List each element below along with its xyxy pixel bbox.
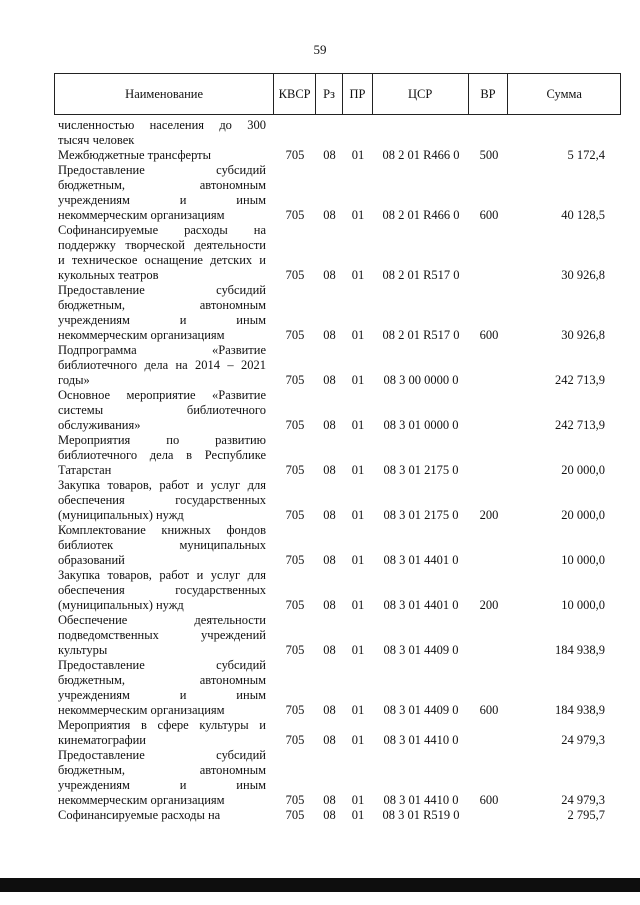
row-vr: 200 — [479, 508, 499, 522]
row-name — [54, 613, 274, 658]
table-row — [54, 748, 621, 808]
row-name-line: кинематографии — [58, 733, 147, 747]
row-name-line: обеспечения государственных — [58, 583, 266, 597]
row-sum: 184 938,9 — [555, 643, 605, 657]
row-rz: 08 — [323, 703, 336, 717]
row-csr: 08 3 01 4410 0 — [383, 733, 459, 747]
row-vr: 600 — [479, 208, 499, 222]
row-name-line: кукольных театров — [58, 268, 159, 282]
row-name-line: некоммерческим организациям — [58, 793, 225, 807]
row-name-line: тысяч человек — [58, 133, 135, 147]
row-rz: 08 — [323, 793, 336, 807]
header-rz: Рз — [316, 74, 343, 114]
row-pr: 01 — [351, 733, 365, 747]
row-name-line: Предоставление субсидий — [58, 748, 266, 762]
row-name-line: Предоставление субсидий — [58, 283, 266, 297]
row-kvsr: 705 — [285, 808, 305, 822]
row-name-line: и техническое оснащение детских и — [58, 253, 266, 267]
row-kvsr: 705 — [285, 148, 305, 162]
row-kvsr: 705 — [285, 418, 305, 432]
row-csr: 08 2 01 R466 0 — [382, 208, 460, 222]
row-name-line: библиотечного дела в Республике — [58, 448, 266, 462]
row-sum: 10 000,0 — [561, 598, 605, 612]
table-row — [54, 118, 621, 148]
row-pr: 01 — [351, 508, 365, 522]
row-rz: 08 — [323, 328, 336, 342]
row-name-line: системы библиотечного — [58, 403, 266, 417]
row-pr: 01 — [351, 793, 365, 807]
row-kvsr: 705 — [285, 208, 305, 222]
row-name-line: (муниципальных) нужд — [58, 598, 184, 612]
row-kvsr: 705 — [285, 643, 305, 657]
table-row — [54, 718, 621, 748]
table-header — [54, 73, 621, 115]
row-name — [54, 163, 274, 223]
table-row — [54, 433, 621, 478]
row-name-line: учреждениям и иным — [58, 778, 266, 792]
row-name-line: некоммерческим организациям — [58, 328, 225, 342]
header-pr: ПР — [343, 74, 373, 114]
row-rz: 08 — [323, 463, 336, 477]
row-name-line: бюджетным, автономным — [58, 763, 266, 777]
row-name — [54, 118, 274, 148]
row-name — [54, 808, 274, 823]
table-row — [54, 658, 621, 718]
table-row — [54, 613, 621, 658]
row-csr: 08 2 01 R517 0 — [382, 328, 460, 342]
row-name — [54, 568, 274, 613]
row-csr: 08 2 01 R466 0 — [382, 148, 460, 162]
row-sum: 30 926,8 — [561, 268, 605, 282]
row-name-line: подведомственных учреждений — [58, 628, 266, 642]
row-pr: 01 — [351, 328, 365, 342]
row-csr: 08 3 01 4409 0 — [383, 703, 459, 717]
row-sum: 20 000,0 — [561, 508, 605, 522]
row-rz: 08 — [323, 148, 336, 162]
table-row — [54, 343, 621, 388]
row-name-line: поддержку творческой деятельности — [58, 238, 266, 252]
row-name — [54, 343, 274, 388]
row-kvsr: 705 — [285, 463, 305, 477]
table-body — [54, 118, 621, 823]
row-name-line: культуры — [58, 643, 108, 657]
row-sum: 184 938,9 — [555, 703, 605, 717]
row-name — [54, 148, 274, 163]
row-name-line: некоммерческим организациям — [58, 703, 225, 717]
page-number: 59 — [313, 42, 327, 57]
row-sum: 242 713,9 — [555, 418, 605, 432]
row-kvsr: 705 — [285, 553, 305, 567]
header-name: Наименование — [55, 74, 274, 114]
row-name-line: Межбюджетные трансферты — [58, 148, 212, 162]
scan-edge-bar — [0, 878, 640, 892]
row-pr: 01 — [351, 373, 365, 387]
row-kvsr: 705 — [285, 268, 305, 282]
row-name-line: Софинансируемые расходы на — [58, 808, 221, 822]
row-rz: 08 — [323, 553, 336, 567]
row-csr: 08 2 01 R517 0 — [382, 268, 460, 282]
row-kvsr: 705 — [285, 373, 305, 387]
row-pr: 01 — [351, 643, 365, 657]
row-vr: 200 — [479, 598, 499, 612]
table-row — [54, 568, 621, 613]
row-name-line: численностью населения до 300 — [58, 118, 266, 132]
row-name-line: обслуживания» — [58, 418, 141, 432]
row-name-line: Мероприятия в сфере культуры и — [58, 718, 266, 732]
row-name-line: Подпрограмма «Развитие — [58, 343, 266, 357]
row-name — [54, 748, 274, 808]
table-row — [54, 523, 621, 568]
row-vr: 600 — [479, 793, 499, 807]
row-vr: 500 — [479, 148, 499, 162]
row-name — [54, 388, 274, 433]
header-csr: ЦСР — [373, 74, 469, 114]
table-row — [54, 478, 621, 523]
row-pr: 01 — [351, 148, 365, 162]
row-sum: 20 000,0 — [561, 463, 605, 477]
row-csr: 08 3 01 0000 0 — [383, 418, 459, 432]
row-name-line: образований — [58, 553, 125, 567]
row-name — [54, 223, 274, 283]
row-name-line: некоммерческим организациям — [58, 208, 225, 222]
row-name-line: библиотечного дела на 2014 – 2021 — [58, 358, 266, 372]
row-vr: 600 — [479, 328, 499, 342]
row-sum: 2 795,7 — [567, 808, 605, 822]
table-row — [54, 283, 621, 343]
row-kvsr: 705 — [285, 703, 305, 717]
header-sum: Сумма — [546, 86, 582, 101]
row-pr: 01 — [351, 463, 365, 477]
row-sum: 242 713,9 — [555, 373, 605, 387]
row-pr: 01 — [351, 268, 365, 282]
row-sum: 10 000,0 — [561, 553, 605, 567]
row-sum: 40 128,5 — [561, 208, 605, 222]
row-name-line: бюджетным, автономным — [58, 178, 266, 192]
row-csr: 08 3 01 4410 0 — [383, 793, 459, 807]
header-kvsr: КВСР — [274, 74, 316, 114]
row-kvsr: 705 — [285, 508, 305, 522]
row-name — [54, 718, 274, 748]
row-pr: 01 — [351, 553, 365, 567]
row-name-line: Софинансируемые расходы на — [58, 223, 266, 237]
row-csr: 08 3 01 4409 0 — [383, 643, 459, 657]
row-csr: 08 3 01 2175 0 — [383, 508, 459, 522]
row-name-line: бюджетным, автономным — [58, 673, 266, 687]
header-vr: ВР — [469, 74, 509, 114]
row-name — [54, 478, 274, 523]
row-rz: 08 — [323, 508, 336, 522]
row-name-line: (муниципальных) нужд — [58, 508, 184, 522]
row-sum: 24 979,3 — [561, 793, 605, 807]
row-name — [54, 658, 274, 718]
row-sum: 30 926,8 — [561, 328, 605, 342]
row-rz: 08 — [323, 808, 336, 822]
row-kvsr: 705 — [285, 598, 305, 612]
row-rz: 08 — [323, 268, 336, 282]
row-rz: 08 — [323, 643, 336, 657]
row-pr: 01 — [351, 808, 365, 822]
row-name-line: Предоставление субсидий — [58, 163, 266, 177]
row-rz: 08 — [323, 208, 336, 222]
row-name-line: годы» — [58, 373, 90, 387]
row-sum: 5 172,4 — [567, 148, 605, 162]
row-name — [54, 523, 274, 568]
row-pr: 01 — [351, 208, 365, 222]
table-row — [54, 808, 621, 823]
row-name-line: Обеспечение деятельности — [58, 613, 266, 627]
table-row — [54, 148, 621, 163]
row-name-line: обеспечения государственных — [58, 493, 266, 507]
row-kvsr: 705 — [285, 793, 305, 807]
row-name — [54, 433, 274, 478]
row-name-line: Закупка товаров, работ и услуг для — [58, 568, 266, 582]
row-name-line: учреждениям и иным — [58, 313, 266, 327]
row-name-line: Комплектование книжных фондов — [58, 523, 266, 537]
row-name-line: Татарстан — [58, 463, 112, 477]
row-csr: 08 3 01 4401 0 — [383, 553, 459, 567]
table-row — [54, 223, 621, 283]
table-row — [54, 388, 621, 433]
row-vr: 600 — [479, 703, 499, 717]
row-name-line: учреждениям и иным — [58, 688, 266, 702]
table-row — [54, 163, 621, 223]
row-name-line: Основное мероприятие «Развитие — [58, 388, 266, 402]
row-pr: 01 — [351, 598, 365, 612]
row-pr: 01 — [351, 418, 365, 432]
row-name-line: библиотек муниципальных — [58, 538, 266, 552]
row-name-line: Предоставление субсидий — [58, 658, 266, 672]
row-csr: 08 3 01 R519 0 — [382, 808, 460, 822]
row-name — [54, 283, 274, 343]
row-rz: 08 — [323, 733, 336, 747]
row-sum: 24 979,3 — [561, 733, 605, 747]
row-kvsr: 705 — [285, 733, 305, 747]
row-rz: 08 — [323, 418, 336, 432]
row-kvsr: 705 — [285, 328, 305, 342]
row-name-line: Мероприятия по развитию — [58, 433, 266, 447]
row-csr: 08 3 00 0000 0 — [383, 373, 459, 387]
row-csr: 08 3 01 4401 0 — [383, 598, 459, 612]
row-name-line: Закупка товаров, работ и услуг для — [58, 478, 266, 492]
row-rz: 08 — [323, 598, 336, 612]
row-pr: 01 — [351, 703, 365, 717]
row-rz: 08 — [323, 373, 336, 387]
row-name-line: учреждениям и иным — [58, 193, 266, 207]
row-name-line: бюджетным, автономным — [58, 298, 266, 312]
row-csr: 08 3 01 2175 0 — [383, 463, 459, 477]
